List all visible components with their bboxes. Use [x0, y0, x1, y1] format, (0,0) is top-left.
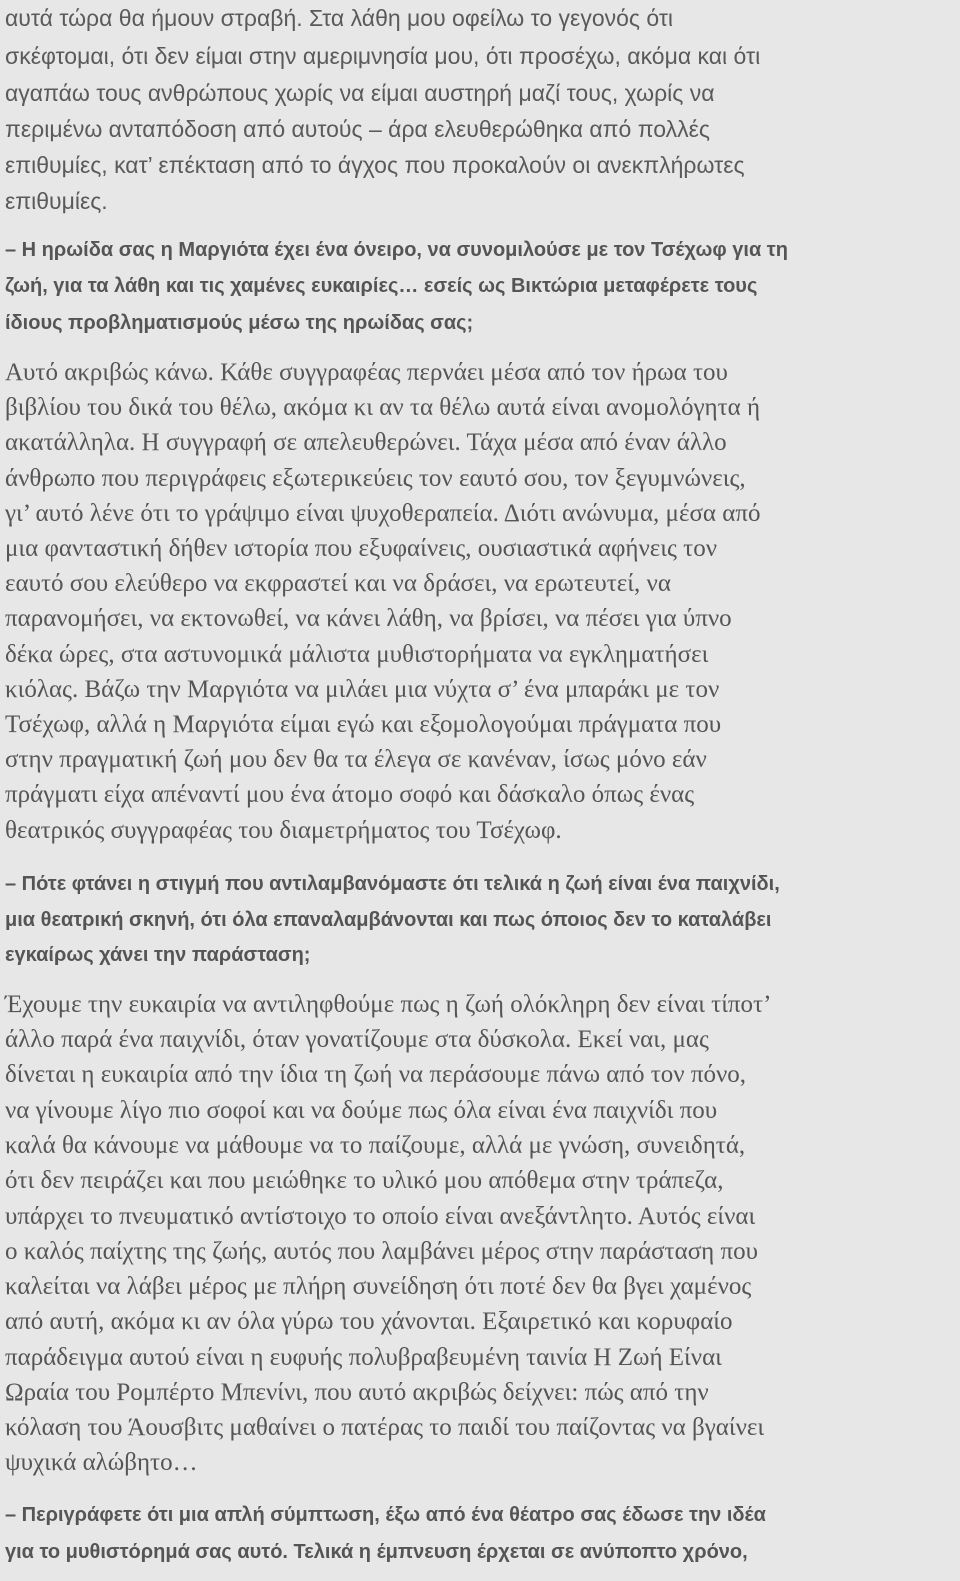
text-line: γι’ αυτό λένε ότι το γράψιμο είναι ψυχοθεραπεία. Διότι ανώνυμα, μέσα από	[5, 500, 761, 527]
question-line: για το μυθιστόρημά σας αυτό. Τελικά η έμπνευση έρχεται σε ανύποπτο χρόνο,	[5, 1541, 748, 1563]
text-line: αυτά τώρα θα ήμουν στραβή. Στα λάθη μου οφείλω το γεγονός ότι	[5, 5, 674, 31]
text-line: ψυχικά αλώβητο…	[5, 1449, 198, 1476]
question-line: ίδιους προβληματισμούς μέσω της ηρωίδας σας;	[5, 312, 474, 334]
text-line: Τσέχωφ, αλλά η Μαργιότα είμαι εγώ και εξομολογούμαι πράγματα που	[5, 711, 722, 738]
text-line: βιβλίου του δικά του θέλω, ακόμα κι αν τα θέλω αυτά είναι ανομολόγητα ή	[5, 394, 761, 421]
text-line: καλά θα κάνουμε να μάθουμε να το παίζουμε, αλλά με γνώση, συνειδητά,	[5, 1132, 746, 1159]
text-line: Έχουμε την ευκαιρία να αντιληφθούμε πως η ζωή ολόκληρη δεν είναι τίποτ’	[5, 991, 772, 1018]
text-line: πράγματι είχα απέναντί μου ένα άτομο σοφό και δάσκαλο όπως ένας	[5, 781, 695, 808]
text-line: άλλο παρά ένα παιχνίδι, όταν γονατίζουμε στα δύσκολα. Εκεί ναι, μας	[5, 1026, 709, 1053]
text-line: στην πραγματική ζωή μου δεν θα τα έλεγα σε κανέναν, ίσως μόνο εάν	[5, 746, 707, 773]
text-line: υπάρχει το πνευματικό αντίστοιχο το οποίο είναι ανεξάντλητο. Αυτός είναι	[5, 1203, 756, 1230]
text-line: ακατάλληλα. Η συγγραφή σε απελευθερώνει. Τάχα μέσα από έναν άλλο	[5, 429, 727, 456]
text-line: άνθρωπο που περιγράφεις εξωτερικεύεις τον εαυτό σου, τον ξεγυμνώνεις,	[5, 465, 746, 492]
text-line: επιθυμίες.	[5, 188, 108, 214]
question-line: – Περιγράφετε ότι μια απλή σύμπτωση, έξω από ένα θέατρο σας έδωσε την ιδέα	[5, 1504, 766, 1526]
text-line: μια φανταστική δήθεν ιστορία που εξυφαίνεις, ουσιαστικά αφήνεις τον	[5, 535, 718, 562]
text-line: κιόλας. Βάζω την Μαργιότα να μιλάει μια νύχτα σ’ ένα μπαράκι με τον	[5, 676, 720, 703]
text-line: θεατρικός συγγραφέας του διαμετρήματος του Τσέχωφ.	[5, 817, 562, 844]
text-line: κόλαση του Άουσβιτς μαθαίνει ο πατέρας το παιδί του παίζοντας να βγαίνει	[5, 1414, 765, 1441]
text-line: ότι δεν πειράζει και που μειώθηκε το υλικό μου απόθεμα στην τράπεζα,	[5, 1167, 724, 1194]
question-line: ζωή, για τα λάθη και τις χαμένες ευκαιρίες… εσείς ως Βικτώρια μεταφέρετε τους	[5, 275, 758, 297]
text-line: καλείται να λάβει μέρος με πλήρη συνείδηση ότι ποτέ δεν θα βγει χαμένος	[5, 1273, 752, 1300]
text-line: Αυτό ακριβώς κάνω. Κάθε συγγραφέας περνάει μέσα από τον ήρωα του	[5, 359, 728, 386]
text-line: σκέφτομαι, ότι δεν είμαι στην αμεριμνησία μου, ότι προσέχω, ακόμα και ότι	[5, 43, 761, 69]
text-line: περιμένω ανταπόδοση από αυτούς – άρα ελευθερώθηκα από πολλές	[5, 116, 710, 142]
question-line: εγκαίρως χάνει την παράσταση;	[5, 944, 311, 966]
text-line: από αυτή, ακόμα κι αν όλα γύρω του χάνονται. Εξαιρετικό και κορυφαίο	[5, 1308, 733, 1335]
text-line: δέκα ώρες, στα αστυνομικά μάλιστα μυθιστορήματα να εγκληματήσει	[5, 641, 709, 668]
question-line: – Πότε φτάνει η στιγμή που αντιλαμβανόμαστε ότι τελικά η ζωή είναι ένα παιχνίδι,	[5, 873, 780, 895]
text-line: να γίνουμε λίγο πιο σοφοί και να δούμε πως όλα είναι ένα παιχνίδι που	[5, 1097, 718, 1124]
text-line: παρανομήσει, να εκτονωθεί, να κάνει λάθη, να βρίσει, να πέσει για ύπνο	[5, 605, 732, 632]
text-line: επιθυμίες, κατ’ επέκταση από το άγχος που προκαλούν οι ανεκπλήρωτες	[5, 152, 745, 178]
question-line: – Η ηρωίδα σας η Μαργιότα έχει ένα όνειρο, να συνομιλούσε με τον Τσέχωφ για τη	[5, 239, 788, 261]
text-line: εαυτό σου ελεύθερο να εκφραστεί και να δράσει, να ερωτευτεί, να	[5, 570, 671, 597]
text-line: δίνεται η ευκαιρία από την ίδια τη ζωή να περάσουμε πάνω από τον πόνο,	[5, 1061, 747, 1088]
text-line: αγαπάω τους ανθρώπους χωρίς να είμαι αυστηρή μαζί τους, χωρίς να	[5, 80, 715, 106]
question-line: μια θεατρική σκηνή, ότι όλα επαναλαμβάνονται και πως όποιος δεν το καταλάβει	[5, 909, 772, 931]
text-line: παράδειγμα αυτού είναι η ευφυής πολυβραβευμένη ταινία Η Ζωή Είναι	[5, 1344, 722, 1371]
text-line: ο καλός παίχτης της ζωής, αυτός που λαμβάνει μέρος στην παράσταση που	[5, 1238, 758, 1265]
text-line: Ωραία του Ρομπέρτο Μπενίνι, που αυτό ακριβώς δείχνει: πώς από την	[5, 1379, 709, 1406]
